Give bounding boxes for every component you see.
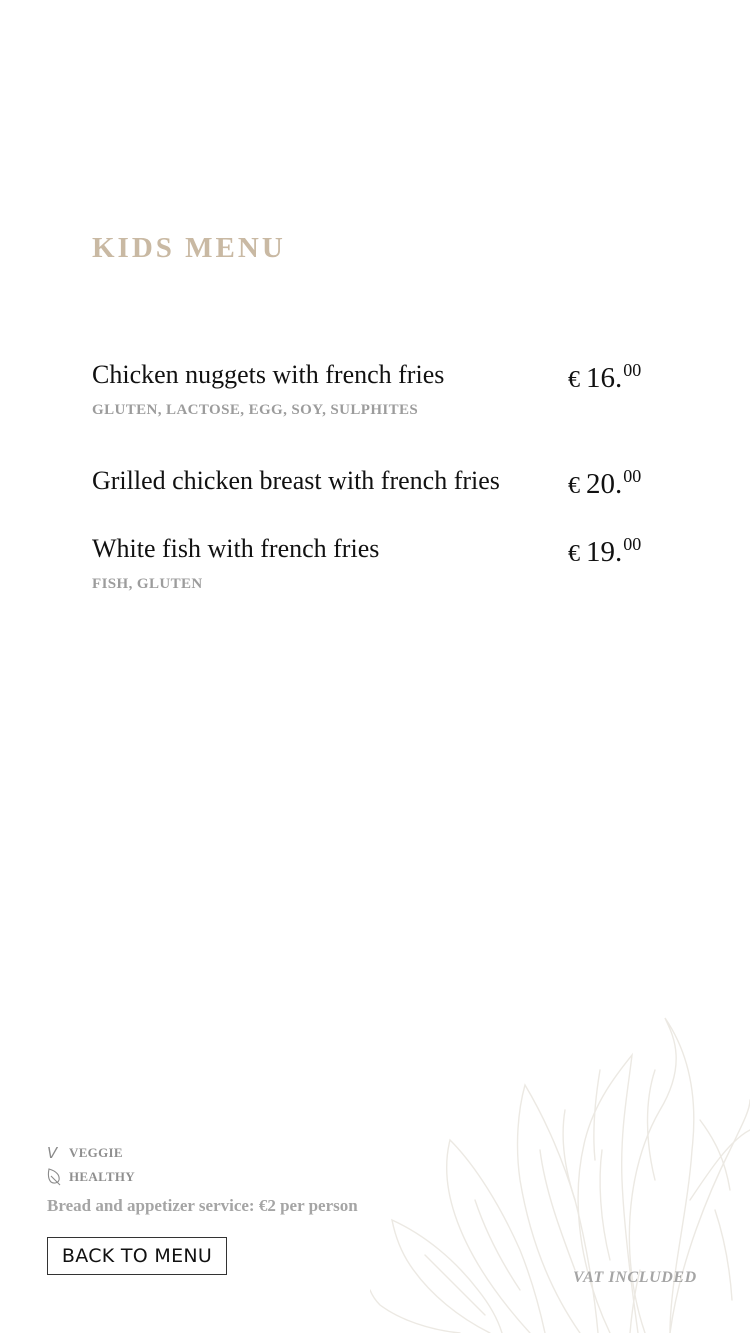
price-cents: 00 (623, 534, 642, 554)
price-currency: € (568, 473, 580, 499)
item-allergens: GLUTEN, LACTOSE, EGG, SOY, SULPHITES (92, 402, 419, 418)
vat-note: VAT INCLUDED (573, 1269, 697, 1286)
item-name: Grilled chicken breast with french fries (92, 466, 500, 495)
veggie-label: VEGGIE (69, 1145, 123, 1160)
price-whole: 20. (586, 468, 623, 500)
back-to-menu-button[interactable]: BACK TO MENU (47, 1237, 227, 1275)
item-name: White fish with french fries (92, 534, 380, 563)
price-cents: 00 (623, 360, 642, 380)
legend-healthy (47, 1165, 135, 1189)
item-price (568, 360, 641, 395)
item-price (568, 534, 641, 569)
price-whole: 16. (586, 362, 623, 394)
price-cents: 00 (623, 466, 642, 486)
menu-item (92, 466, 652, 500)
price-currency: € (568, 367, 580, 393)
item-price (568, 466, 641, 501)
item-allergens: FISH, GLUTEN (92, 576, 203, 592)
menu-item (92, 360, 652, 418)
price-whole: 19. (586, 536, 623, 568)
healthy-label: HEALTHY (69, 1169, 135, 1184)
veggie-symbol: V (47, 1144, 58, 1162)
menu-item (92, 534, 652, 592)
bread-service-note: Bread and appetizer service: €2 per person (47, 1196, 358, 1215)
price-currency: € (568, 541, 580, 567)
legend-veggie (47, 1141, 135, 1165)
page-title: KIDS MENU (92, 232, 286, 264)
veggie-icon (47, 1144, 63, 1162)
item-name: Chicken nuggets with french fries (92, 360, 445, 389)
legend (47, 1141, 135, 1189)
leaf-icon (47, 1168, 63, 1186)
